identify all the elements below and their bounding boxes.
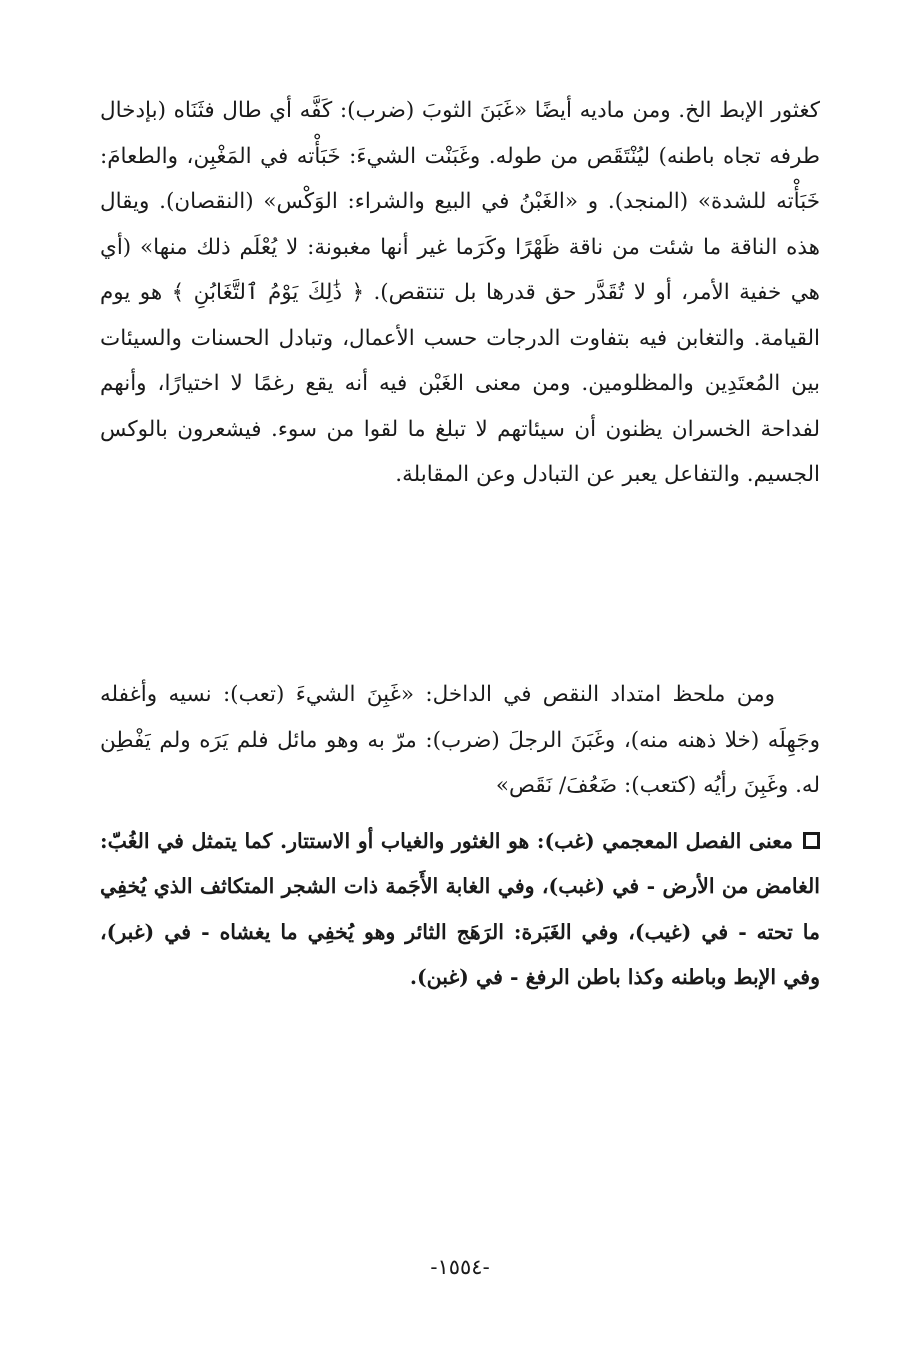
checkbox-icon: [803, 832, 820, 849]
paragraph-gabn-definitions: كغثور الإبط الخ. ومن ماديه أيضًا «غَبَنَ الثوبَ (ضرب): كَفَّه أي طال فثَنَاه (بإدخال طرفه تجاه باطنه) ليُنْتَقَص من طوله. وغَبَنْت الشيءَ: خَبَأْته في المَغْبِن، والطعامَ: خَبَأْته للشدة» (المنجد). و «الغَبْنُ في البيع والشراء: الوَكْس» (النقصان). ويقال هذه الناقة ما شئت من ناقة ظَهْرًا وكَرَما غير أنها مغبونة: لا يُعْلَم ذلك منها» (أي هي خفية الأمر، أو لا تُقَدَّر حق قدرها بل تنتقص). ﴿ ذَٰلِكَ يَوْمُ ٱلتَّغَابُنِ ﴾ هو يوم القيامة. والتغابن فيه بتفاوت الدرجات حسب الأعمال، وتبادل الحسنات والسيئات بين المُعتَدِين والمظلومين. ومن معنى الغَبْن فيه أنه يقع رغمًا لا اختيارًا، وأنهم لفداحة الخسران يظنون أن سيئاتهم لا تبلغ ما لقوا من سوء. فيشعرون بالوكس الجسيم. والتفاعل يعبر عن التبادل وعن المقابلة.: [100, 98, 820, 487]
lexical-chapter-text: معنى الفصل المعجمي (غب): هو الغثور والغياب أو الاستتار. كما يتمثل في الغُبّ: الغامض من الأرض - في (غبب)، وفي الغابة الأَجَمة ذات الشجر المتكاثف الذي يُخفِي ما تحته - في (غيب)، وفي الغَبَرة: الرَهَج الثائر وهو يُخفِي ما يغشاه - في (غبر)، وفي الإبط وباطنه وكذا باطن الرفغ - في (غبن).: [100, 828, 820, 989]
page-number: -١٥٥٤-: [430, 1255, 490, 1279]
paragraph-inner-deficiency: ومن ملحظ امتداد النقص في الداخل: «غَبِنَ الشيءَ (تعب): نسيه وأغفله وجَهِلَه (خلا ذهنه منه)، وغَبَنَ الرجلَ (ضرب): مرّ به وهو مائل فلم يَرَه ولم يَفْطِن له. وغَبِنَ رأيُه (كتعب): ضَعُفَ/ نَقَص»: [100, 682, 820, 798]
paragraph-lexical-chapter: [100, 819, 820, 1001]
page-body: [100, 88, 820, 1001]
